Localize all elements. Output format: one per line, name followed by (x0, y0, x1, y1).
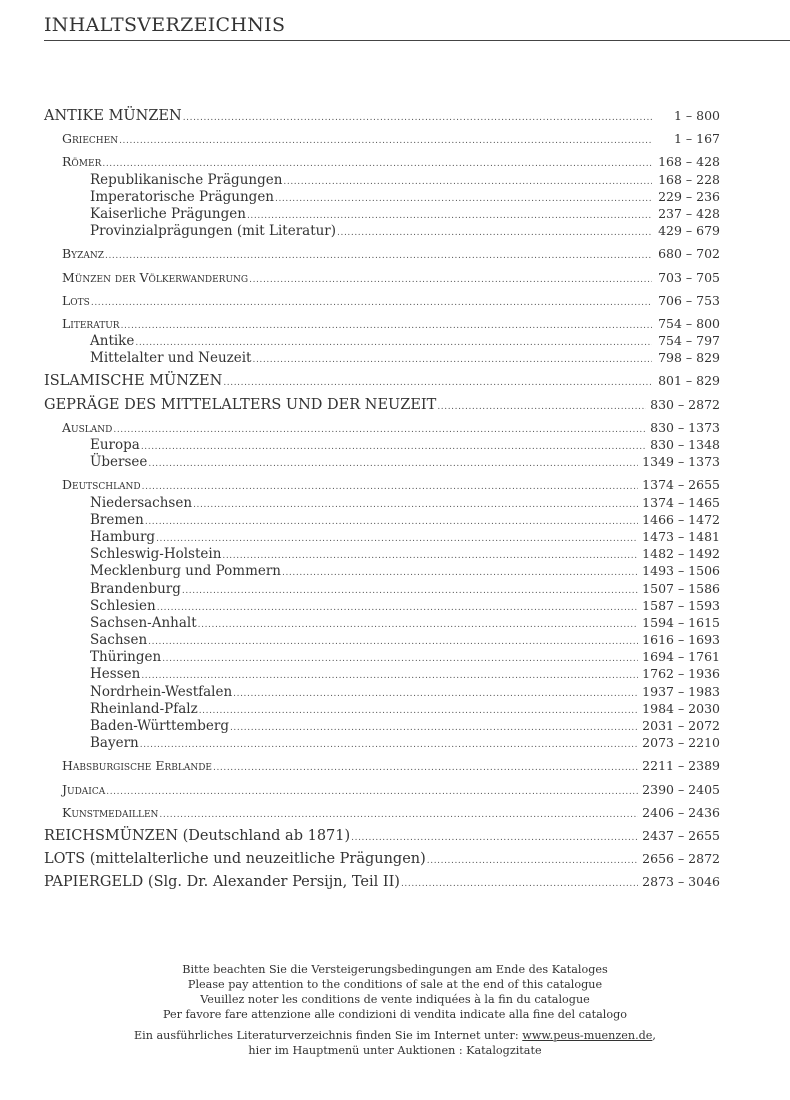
toc-range: 237 – 428 (658, 205, 720, 221)
toc-entry-niedersachsen (44, 494, 720, 511)
toc-label: ANTIKE MÜNZEN (44, 108, 182, 124)
toc-entry-europa (44, 436, 720, 453)
dot-leader (337, 225, 652, 242)
toc-entry-ausland (44, 419, 720, 436)
toc-range: 1587 – 1593 (642, 597, 720, 613)
toc-entry-habsburgische-erblande (44, 757, 720, 774)
toc-range: 703 – 705 (658, 269, 720, 285)
dot-leader (140, 737, 638, 754)
toc-range: 1349 – 1373 (642, 454, 720, 470)
toc-label: LOTS (mittelalterliche und neuzeitliche Prägungen) (44, 851, 426, 868)
toc-label: Sachsen (90, 632, 148, 649)
dot-leader (142, 479, 639, 496)
dot-leader (159, 807, 638, 824)
toc-label: Kaiserliche Prägungen (90, 205, 246, 222)
dot-leader (119, 133, 652, 150)
toc-label: PAPIERGELD (Slg. Dr. Alexander Persijn, Teil II) (44, 874, 400, 891)
toc-label: ISLAMISCHE MÜNZEN (44, 373, 223, 390)
dot-leader (223, 375, 652, 392)
toc-label: Bayern (90, 735, 139, 752)
note-english: Please pay attention to the conditions of sale at the end of this catalogue (187, 978, 603, 991)
toc-label: Mittelalter und Neuzeit (90, 350, 252, 367)
dot-leader (193, 497, 638, 514)
toc-entry-deutschland (44, 476, 720, 493)
toc-label: Deutschland (62, 477, 141, 493)
website-link[interactable]: www.peus-muenzen.de (522, 1029, 653, 1042)
toc-entry-bayern (44, 734, 720, 751)
toc-label: Münzen der Völkerwanderung (62, 269, 249, 285)
toc-entry-bremen (44, 511, 720, 528)
toc-range: 2031 – 2072 (642, 718, 720, 733)
toc-label: Brandenburg (90, 580, 181, 597)
toc-entry-schleswig-holstein (44, 545, 720, 562)
toc-range: 680 – 702 (658, 246, 720, 262)
toc-range: 1374 – 1465 (642, 494, 720, 510)
dot-leader (157, 600, 638, 617)
toc-range: 830 – 1348 (650, 437, 720, 452)
toc-entry-republikanische (44, 171, 720, 188)
toc-entry-reichsmuenzen (44, 827, 720, 844)
toc-entry-literatur (44, 315, 720, 332)
table-of-contents (44, 107, 720, 891)
toc-label: Lots (62, 292, 90, 308)
toc-range: 1 – 800 (673, 108, 720, 123)
toc-label: Judaica (62, 781, 106, 797)
toc-label: Bremen (90, 511, 144, 528)
toc-label: Literatur (62, 315, 120, 331)
dot-leader (283, 174, 652, 191)
toc-label: Nordrhein-Westfalen (90, 683, 233, 700)
toc-range: 2406 – 2436 (642, 804, 720, 820)
toc-range: 1937 – 1983 (642, 683, 720, 699)
dot-leader (148, 456, 638, 473)
dot-leader (91, 295, 652, 312)
dot-leader (249, 272, 652, 289)
dot-leader (199, 703, 638, 720)
dot-leader (162, 651, 638, 668)
toc-range: 801 – 829 (658, 373, 720, 389)
toc-entry-judaica (44, 781, 720, 798)
toc-entry-nordrhein-westfalen (44, 683, 720, 700)
toc-range: 754 – 800 (658, 315, 720, 331)
note-italian: Per favore fare attenzione alle condizioni di vendita indicate alla fine del catalogo (162, 1008, 627, 1021)
toc-label: Rheinland-Pfalz (90, 700, 198, 717)
toc-label: Thüringen (90, 649, 162, 666)
toc-range: 1594 – 1615 (642, 614, 720, 630)
dot-leader (282, 565, 638, 582)
toc-entry-provinzial (44, 222, 720, 239)
toc-label: Schlesien (90, 597, 156, 614)
dot-leader (105, 248, 652, 265)
toc-entry-uebersee (44, 453, 720, 470)
toc-range: 429 – 679 (658, 223, 720, 239)
toc-entry-brandenburg (44, 580, 720, 597)
literature-note-line2: hier im Hauptmenü unter Auktionen : Katalogzitate (248, 1044, 542, 1057)
toc-label: Kunstmedaillen (62, 804, 159, 820)
dot-leader (198, 617, 639, 634)
toc-entry-mittelalter-neuzeit (44, 396, 720, 413)
toc-range: 1507 – 1586 (642, 580, 720, 596)
toc-range: 1 – 167 (673, 131, 720, 147)
toc-label: Provinzialprägungen (mit Literatur) (90, 223, 337, 240)
toc-label: Republikanische Prägungen (90, 171, 283, 188)
toc-range: 2873 – 3046 (642, 874, 720, 890)
catalogue-notes (0, 962, 790, 1058)
toc-label: Sachsen-Anhalt (90, 614, 197, 631)
toc-label: Byzanz (62, 246, 105, 262)
toc-label: REICHSMÜNZEN (Deutschland ab 1871) (44, 827, 351, 844)
dot-leader (148, 634, 638, 651)
toc-range: 2390 – 2405 (642, 781, 720, 797)
toc-range: 1493 – 1506 (642, 563, 720, 579)
dot-leader (427, 853, 638, 870)
toc-label: Niedersachsen (90, 494, 193, 511)
toc-label: Imperatorische Prägungen (90, 188, 274, 205)
toc-label: Ausland (62, 419, 113, 435)
toc-range: 1762 – 1936 (642, 666, 720, 682)
dot-leader (253, 352, 653, 369)
toc-entry-voelkerwanderung (44, 269, 720, 286)
toc-range: 1482 – 1492 (642, 546, 720, 562)
toc-range: 168 – 228 (658, 171, 720, 187)
toc-label: Antike (90, 333, 135, 350)
toc-label: Baden-Württemberg (90, 718, 229, 734)
title-divider (44, 40, 790, 41)
literature-note (0, 1028, 790, 1043)
toc-entry-literatur-antike (44, 332, 720, 349)
toc-range: 754 – 797 (658, 333, 720, 349)
toc-range: 830 – 1373 (650, 419, 720, 435)
toc-entry-sachsen-anhalt (44, 614, 720, 631)
toc-range: 1616 – 1693 (642, 632, 720, 648)
toc-label: Hamburg (90, 528, 156, 545)
note-german: Bitte beachten Sie die Versteigerungsbedingungen am Ende des Kataloges (182, 963, 608, 976)
toc-range: 1694 – 1761 (642, 649, 720, 665)
toc-entry-roemer (44, 153, 720, 170)
toc-entry-hessen (44, 665, 720, 682)
toc-entry-rheinland-pfalz (44, 700, 720, 717)
dot-leader (182, 583, 638, 600)
toc-range: 1984 – 2030 (642, 700, 720, 716)
dot-leader (230, 720, 638, 737)
note-french: Veuillez noter les conditions de vente indiquées à la fin du catalogue (200, 993, 590, 1006)
page-title: INHALTSVERZEICHNIS (44, 14, 286, 36)
dot-leader (222, 548, 638, 565)
toc-entry-griechen (44, 130, 720, 147)
toc-entry-papiergeld (44, 873, 720, 890)
toc-range: 1473 – 1481 (642, 528, 720, 544)
toc-label: Römer (62, 154, 102, 170)
toc-entry-kunstmedaillen (44, 804, 720, 821)
toc-entry-imperatorische (44, 188, 720, 205)
dot-leader (121, 318, 652, 335)
toc-entry-antike-muenzen (44, 107, 720, 124)
toc-label: Übersee (90, 454, 148, 471)
dot-leader (106, 784, 638, 801)
dot-leader (113, 422, 646, 439)
toc-range: 2656 – 2872 (642, 851, 720, 867)
toc-range: 1374 – 2655 (642, 477, 720, 493)
literature-note-text: Ein ausführliches Literaturverzeichnis finden Sie im Internet unter: (134, 1029, 519, 1042)
dot-leader (156, 531, 638, 548)
dot-leader (437, 399, 646, 416)
dot-leader (183, 110, 652, 127)
toc-entry-hamburg (44, 528, 720, 545)
toc-label: Hessen (90, 666, 141, 683)
dot-leader (145, 514, 638, 531)
literature-note-comma: , (652, 1029, 656, 1042)
toc-range: 830 – 2872 (650, 396, 720, 412)
toc-entry-baden-wuerttemberg (44, 717, 720, 734)
toc-label: Mecklenburg und Pommern (90, 563, 282, 580)
toc-range: 706 – 753 (658, 292, 720, 308)
dot-leader (141, 439, 646, 456)
dot-leader (351, 830, 638, 847)
toc-entry-islamische-muenzen (44, 372, 720, 389)
toc-range: 2211 – 2389 (642, 758, 720, 774)
toc-label: Habsburgische Erblande (62, 758, 212, 774)
toc-range: 798 – 829 (658, 350, 720, 366)
toc-label: Griechen (62, 131, 119, 147)
toc-label: GEPRÄGE DES MITTELALTERS UND DER NEUZEIT (44, 396, 437, 413)
dot-leader (401, 876, 638, 893)
toc-entry-lots (44, 850, 720, 867)
toc-range: 2073 – 2210 (642, 735, 720, 751)
toc-entry-kaiserliche (44, 205, 720, 222)
toc-range: 1466 – 1472 (642, 511, 720, 527)
toc-entry-thueringen (44, 648, 720, 665)
toc-label: Schleswig-Holstein (90, 546, 222, 563)
toc-entry-sachsen (44, 631, 720, 648)
toc-entry-byzanz (44, 245, 720, 262)
dot-leader (275, 191, 652, 208)
toc-range: 229 – 236 (658, 188, 720, 204)
toc-label: Europa (90, 437, 140, 453)
toc-range: 168 – 428 (658, 154, 720, 170)
toc-range: 2437 – 2655 (642, 827, 720, 843)
toc-entry-lots-antike (44, 292, 720, 309)
toc-entry-literatur-mittelalter (44, 349, 720, 366)
toc-entry-mecklenburg-pommern (44, 562, 720, 579)
dot-leader (213, 760, 638, 777)
dot-leader (233, 686, 638, 703)
toc-entry-schlesien (44, 597, 720, 614)
